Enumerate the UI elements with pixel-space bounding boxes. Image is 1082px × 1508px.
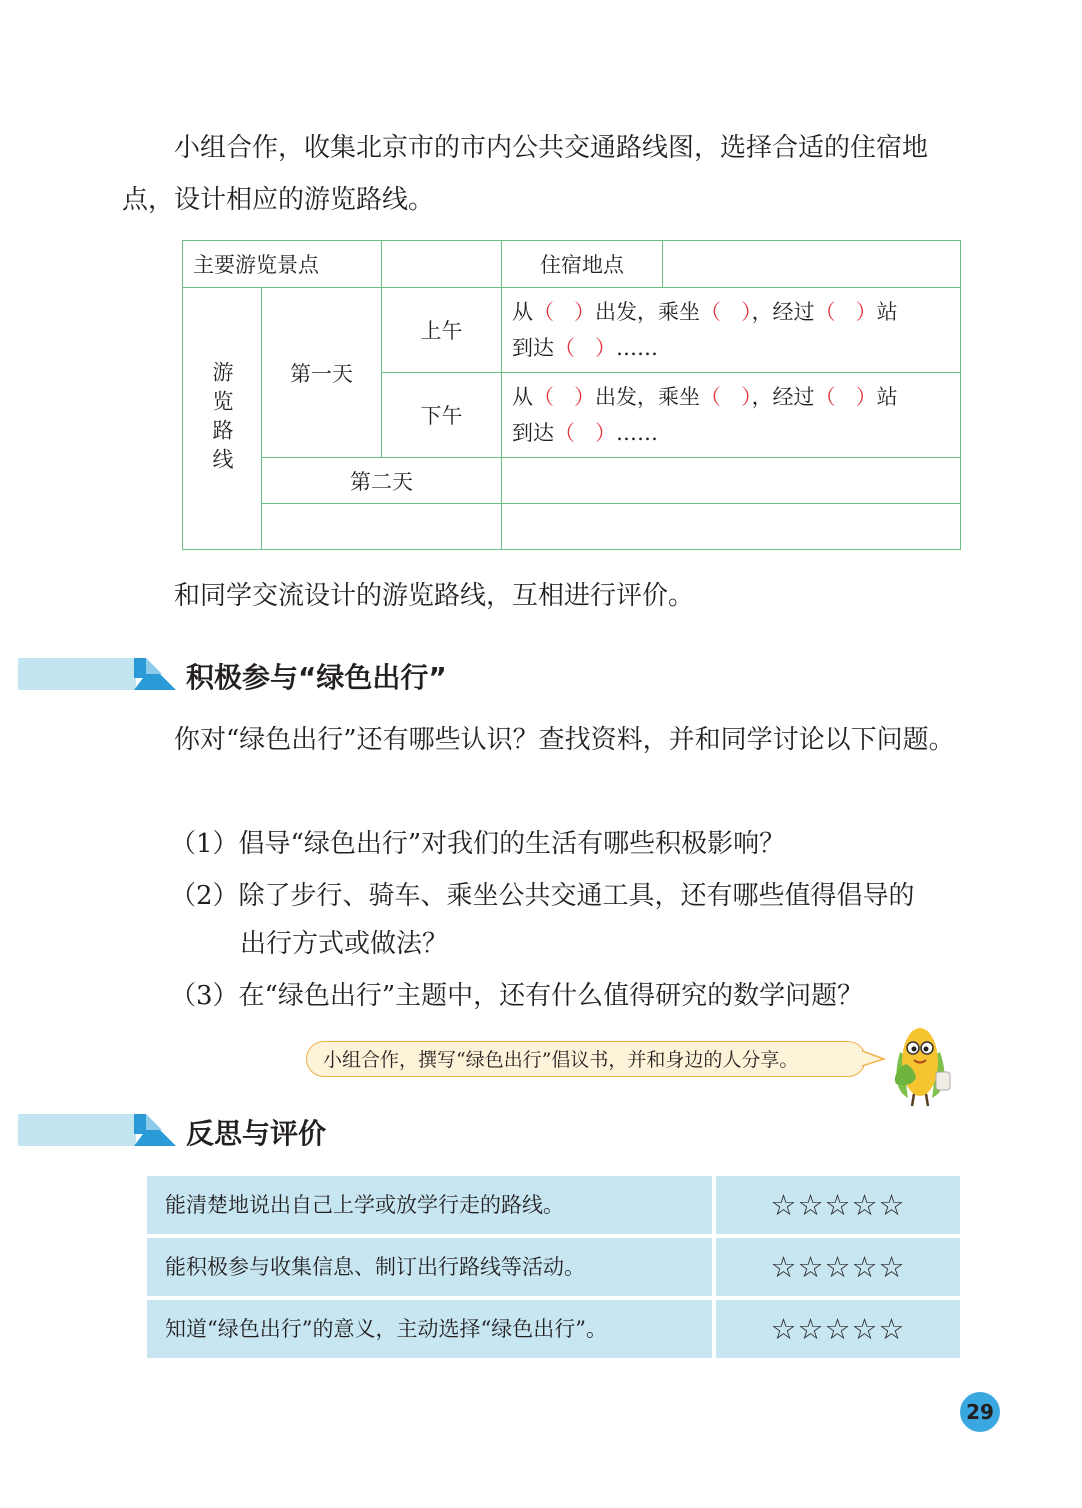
- afternoon-route-line2: 到达（ ）……: [512, 421, 659, 445]
- speech-bubble: 小组合作，撰写“绿色出行”倡议书，并和身边的人分享。: [306, 1041, 866, 1077]
- day2-label: 第二天: [262, 458, 502, 504]
- eval-criterion-cell: [147, 1238, 712, 1296]
- eval-row: [147, 1176, 960, 1234]
- afternoon-route-line1: 从（ ）出发，乘坐（ ），经过（ ）站: [512, 385, 898, 409]
- eval-criterion: 能清楚地说出自己上学或放学行走的路线。: [165, 1193, 564, 1217]
- eval-criterion-cell: [147, 1300, 712, 1358]
- question-3-text: 在“绿色出行”主题中，还有什么值得研究的数学问题？: [238, 981, 864, 1011]
- exchange-paragraph: 和同学交流设计的游览路线，互相进行评价。: [174, 581, 695, 611]
- route-label-cell: [183, 288, 262, 550]
- section1-bar: [18, 658, 136, 690]
- section1-title: 积极参与“绿色出行”: [186, 661, 447, 694]
- scenic-spots-blank: [382, 241, 502, 288]
- lodging-blank: [663, 241, 961, 288]
- question-1-text: 倡导“绿色出行”对我们的生活有哪些积极影响？: [238, 829, 786, 859]
- bubble-tail-icon: [862, 1048, 886, 1070]
- eval-criterion: 能积极参与收集信息、制订出行路线等活动。: [165, 1255, 585, 1279]
- page-number: 29: [960, 1392, 1000, 1432]
- question-2-num: （2）: [170, 881, 239, 911]
- eval-row: [147, 1238, 960, 1296]
- question-1-num: （1）: [170, 829, 239, 859]
- section-arrow-icon: [132, 656, 178, 692]
- extra-day-blank: [262, 504, 502, 550]
- section-arrow-icon: [132, 1112, 178, 1148]
- eval-stars-cell: [716, 1300, 960, 1358]
- question-3: [170, 970, 970, 1022]
- question-2-text: 除了步行、骑车、乘坐公共交通工具，还有哪些值得倡导的: [238, 881, 915, 911]
- section1-intro: 你对“绿色出行”还有哪些认识？查找资料，并和同学讨论以下问题。: [174, 725, 955, 755]
- morning-label: 上午: [382, 288, 502, 373]
- rating-stars[interactable]: ☆☆☆☆☆: [770, 1188, 906, 1222]
- eval-criterion: 知道“绿色出行”的意义，主动选择“绿色出行”。: [165, 1317, 607, 1341]
- header-scenic-spots: 主要游览景点: [183, 241, 382, 288]
- corn-mascot-icon: [886, 1018, 958, 1110]
- morning-route: [502, 288, 961, 373]
- eval-criterion-cell: [147, 1176, 712, 1234]
- question-2: [170, 870, 970, 922]
- section2-bar: [18, 1114, 136, 1146]
- afternoon-route: [502, 373, 961, 458]
- question-1: [170, 818, 970, 870]
- eval-stars-cell: [716, 1176, 960, 1234]
- intro-paragraph: 小组合作，收集北京市的市内公共交通路线图，选择合适的住宿地点，设计相应的游览路线。: [122, 133, 929, 215]
- eval-stars-cell: [716, 1238, 960, 1296]
- rating-stars[interactable]: ☆☆☆☆☆: [770, 1250, 906, 1284]
- section2-title: 反思与评价: [186, 1117, 327, 1150]
- morning-route-line2: 到达（ ）……: [512, 336, 659, 360]
- day2-blank: [502, 458, 961, 504]
- extra-route-blank: [502, 504, 961, 550]
- eval-row: [147, 1300, 960, 1358]
- question-2-cont: 出行方式或做法？: [240, 929, 449, 959]
- morning-route-line1: 从（ ）出发，乘坐（ ），经过（ ）站: [512, 300, 898, 324]
- question-3-num: （3）: [170, 981, 239, 1011]
- route-label: 游览路线: [210, 360, 234, 477]
- header-lodging: 住宿地点: [502, 241, 663, 288]
- afternoon-label: 下午: [382, 373, 502, 458]
- rating-stars[interactable]: ☆☆☆☆☆: [770, 1312, 906, 1346]
- route-plan-table: [182, 240, 961, 550]
- day1-label: 第一天: [262, 288, 382, 458]
